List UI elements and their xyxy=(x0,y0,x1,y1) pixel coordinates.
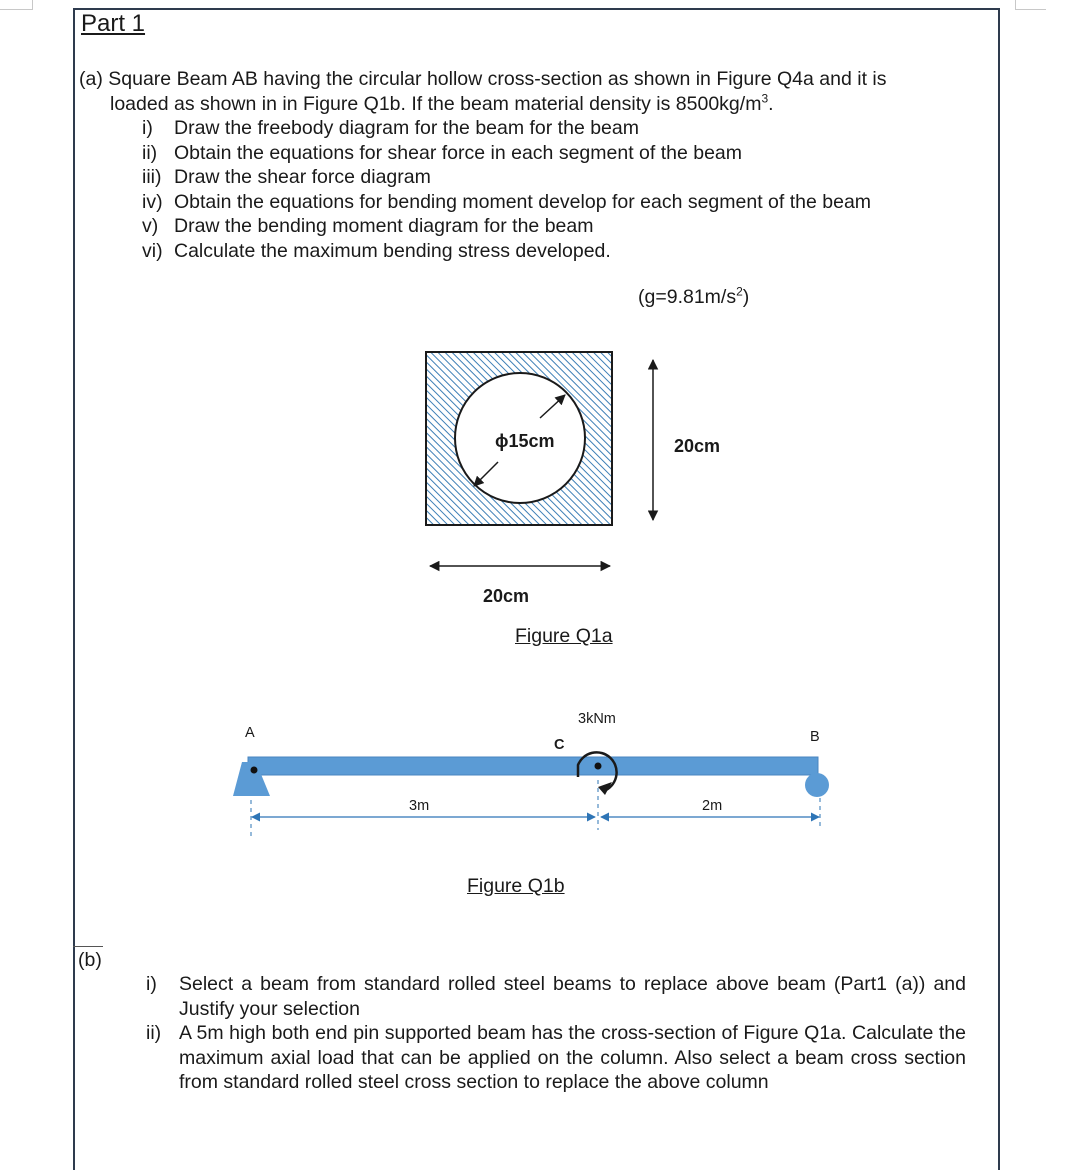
density-exponent: 3 xyxy=(761,91,769,106)
list-item-text: Obtain the equations for shear force in each segment of the beam xyxy=(174,141,743,164)
list-item-text: Obtain the equations for bending moment develop for each segment of the beam xyxy=(174,190,872,213)
list-item-text: Draw the freebody diagram for the beam for the beam xyxy=(174,117,639,139)
list-item-text: Draw the shear force diagram xyxy=(174,166,431,188)
list-item-number: i) xyxy=(146,973,157,995)
list-item xyxy=(146,1021,966,1095)
question-a-density-text: loaded as shown in in Figure Q1b. If the beam material density is 8500kg/m xyxy=(110,93,762,115)
list-item-text: Draw the bending moment diagram for the beam xyxy=(174,215,594,237)
list-item-number: vi) xyxy=(142,239,163,262)
list-item-text: A 5m high both end pin supported beam has the cross-section of Figure Q1a. Calculate the maximum axial load that can be applied on the column. Also select a beam cross section from standard rolled steel cross section to replace the above column xyxy=(179,1022,966,1093)
label-b: B xyxy=(810,729,820,745)
beam-ab xyxy=(248,757,818,775)
list-item xyxy=(146,972,966,1021)
list-item-number: iii) xyxy=(142,166,162,188)
label-c: C xyxy=(554,737,565,753)
point-c-marker xyxy=(595,763,602,770)
span-cb-label: 2m xyxy=(702,798,723,814)
roller-support-b xyxy=(805,773,829,797)
question-a-intro-text: Square Beam AB having the circular hollow cross-section as shown in Figure Q4a and it is xyxy=(108,68,887,90)
figure-q1a-caption: Figure Q1a xyxy=(515,625,613,647)
pin-hinge-a xyxy=(251,767,258,774)
diameter-label: ϕ15cm xyxy=(495,431,555,451)
list-item-number: v) xyxy=(142,215,159,237)
question-b-label: (b) xyxy=(78,949,102,971)
span-ac-label: 3m xyxy=(409,798,430,814)
moment-label: 3kNm xyxy=(578,711,616,727)
list-item-number: ii) xyxy=(146,1022,162,1044)
label-a: A xyxy=(245,725,255,741)
list-item-number: i) xyxy=(142,117,153,139)
figure-q1b-caption: Figure Q1b xyxy=(467,875,565,897)
list-item-number: iv) xyxy=(142,190,163,213)
list-item-text: Calculate the maximum bending stress developed. xyxy=(174,239,611,262)
question-a-intro-end: . xyxy=(768,93,774,115)
list-item-text: Select a beam from standard rolled steel beams to replace above beam (Part1 (a)) and Justify your selection xyxy=(179,973,966,1020)
height-label: 20cm xyxy=(674,436,721,456)
part-title: Part 1 xyxy=(81,10,146,37)
width-label: 20cm xyxy=(483,586,530,606)
section-divider xyxy=(73,946,103,947)
list-item-number: ii) xyxy=(142,141,158,164)
gravity-text: (g=9.81m/s xyxy=(638,286,737,308)
question-b-task-list xyxy=(146,972,966,1095)
question-a-label: (a) xyxy=(79,68,103,90)
gravity-end: ) xyxy=(742,286,750,308)
gravity-exponent: 2 xyxy=(736,284,743,299)
